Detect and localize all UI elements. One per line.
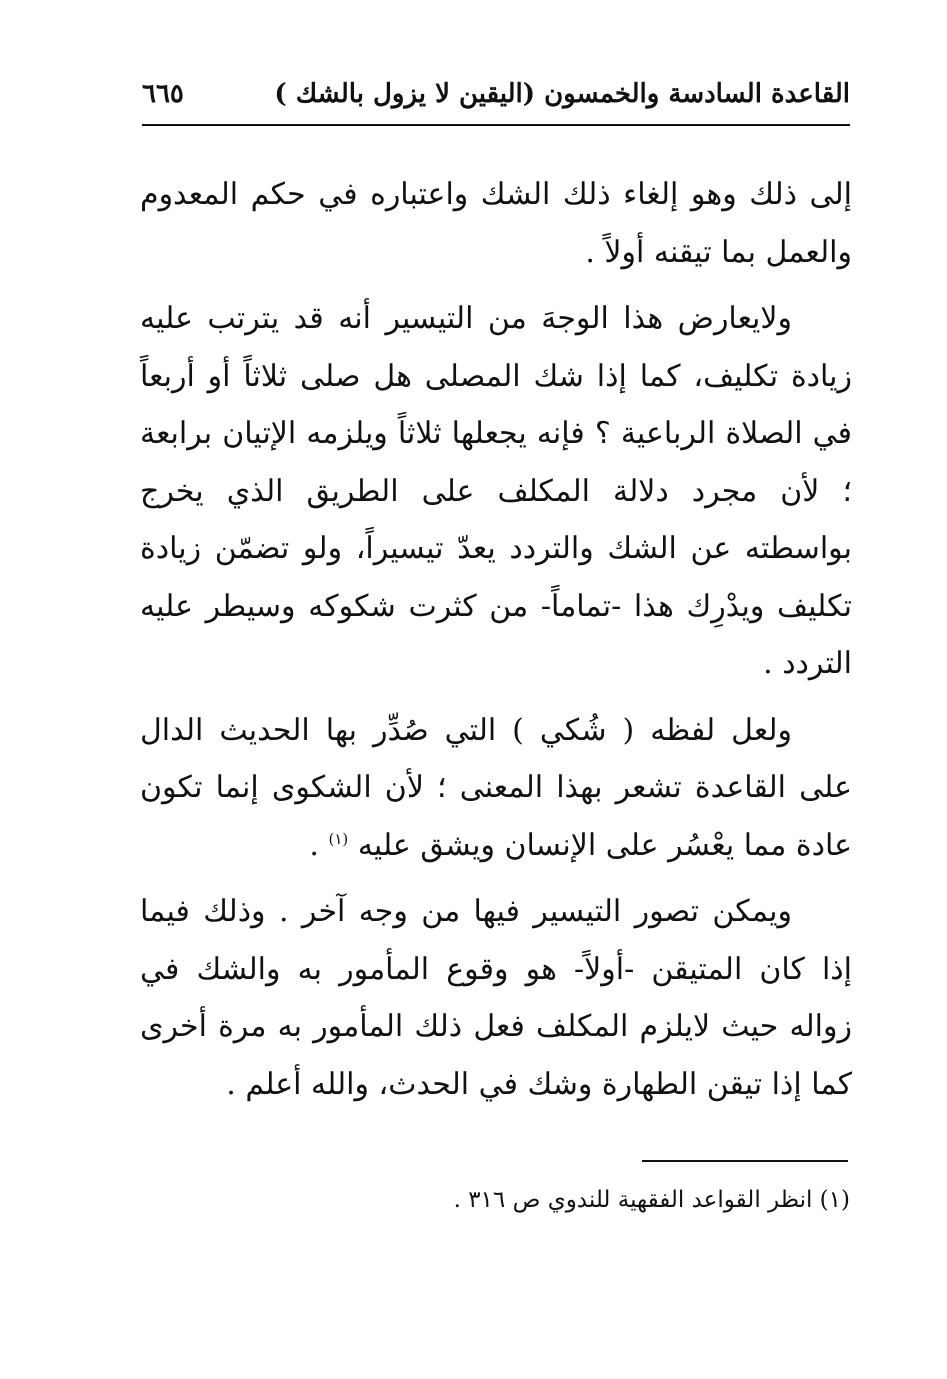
paragraph-3-text: ولعل لفظه ( شُكي ) التي صُدِّر بها الحديث الدال على القاعدة تشعر بهذا المعنى ؛ لأن الشكوى إنما تكون عادة مما يعْسُر على الإنسان ويشق عليه [140,712,852,863]
paragraph-3-end: . [309,827,329,863]
paragraph-1: إلى ذلك وهو إلغاء ذلك الشك واعتباره في حكم المعدوم والعمل بما تيقنه أولاً . [140,177,852,270]
paragraph-3 [140,702,852,875]
header-rule [142,124,850,126]
footnote-reference: (١) [328,829,349,848]
footnote-rule [642,1160,848,1162]
page-number: ٦٦٥ [142,79,184,109]
header-title: القاعدة السادسة والخمسون (اليقين لا يزول بالشك ) [274,79,850,109]
running-header [142,72,850,116]
body-text [140,166,852,1122]
footnote: (١) انظر القواعد الفقهية للندوي ص ٣١٦ . [453,1187,850,1213]
paragraph-2: ولايعارض هذا الوجهَ من التيسير أنه قد يترتب عليه زيادة تكليف، كما إذا شك المصلى هل صلى ثلاثاً أو أربعاً في الصلاة الرباعية ؟ فإنه يجعلها ثلاثاً ويلزمه الإتيان برابعة ؛ لأن مجرد دلالة المكلف على الطريق الذي يخرج بواسطته عن الشك والتردد يعدّ تيسيراً، ولو تضمّن زيادة تكليف ويدْرِك هذا -تماماً- من كثرت شكوكه وسيطر عليه التردد . [140,301,852,681]
paragraph-4: ويمكن تصور التيسير فيها من وجه آخر . وذلك فيما إذا كان المتيقن -أولاً- هو وقوع المأمور به والشك في زواله حيث لايلزم المكلف فعل ذلك المأمور به مرة أخرى كما إذا تيقن الطهارة وشك في الحدث، والله أعلم . [140,894,852,1102]
